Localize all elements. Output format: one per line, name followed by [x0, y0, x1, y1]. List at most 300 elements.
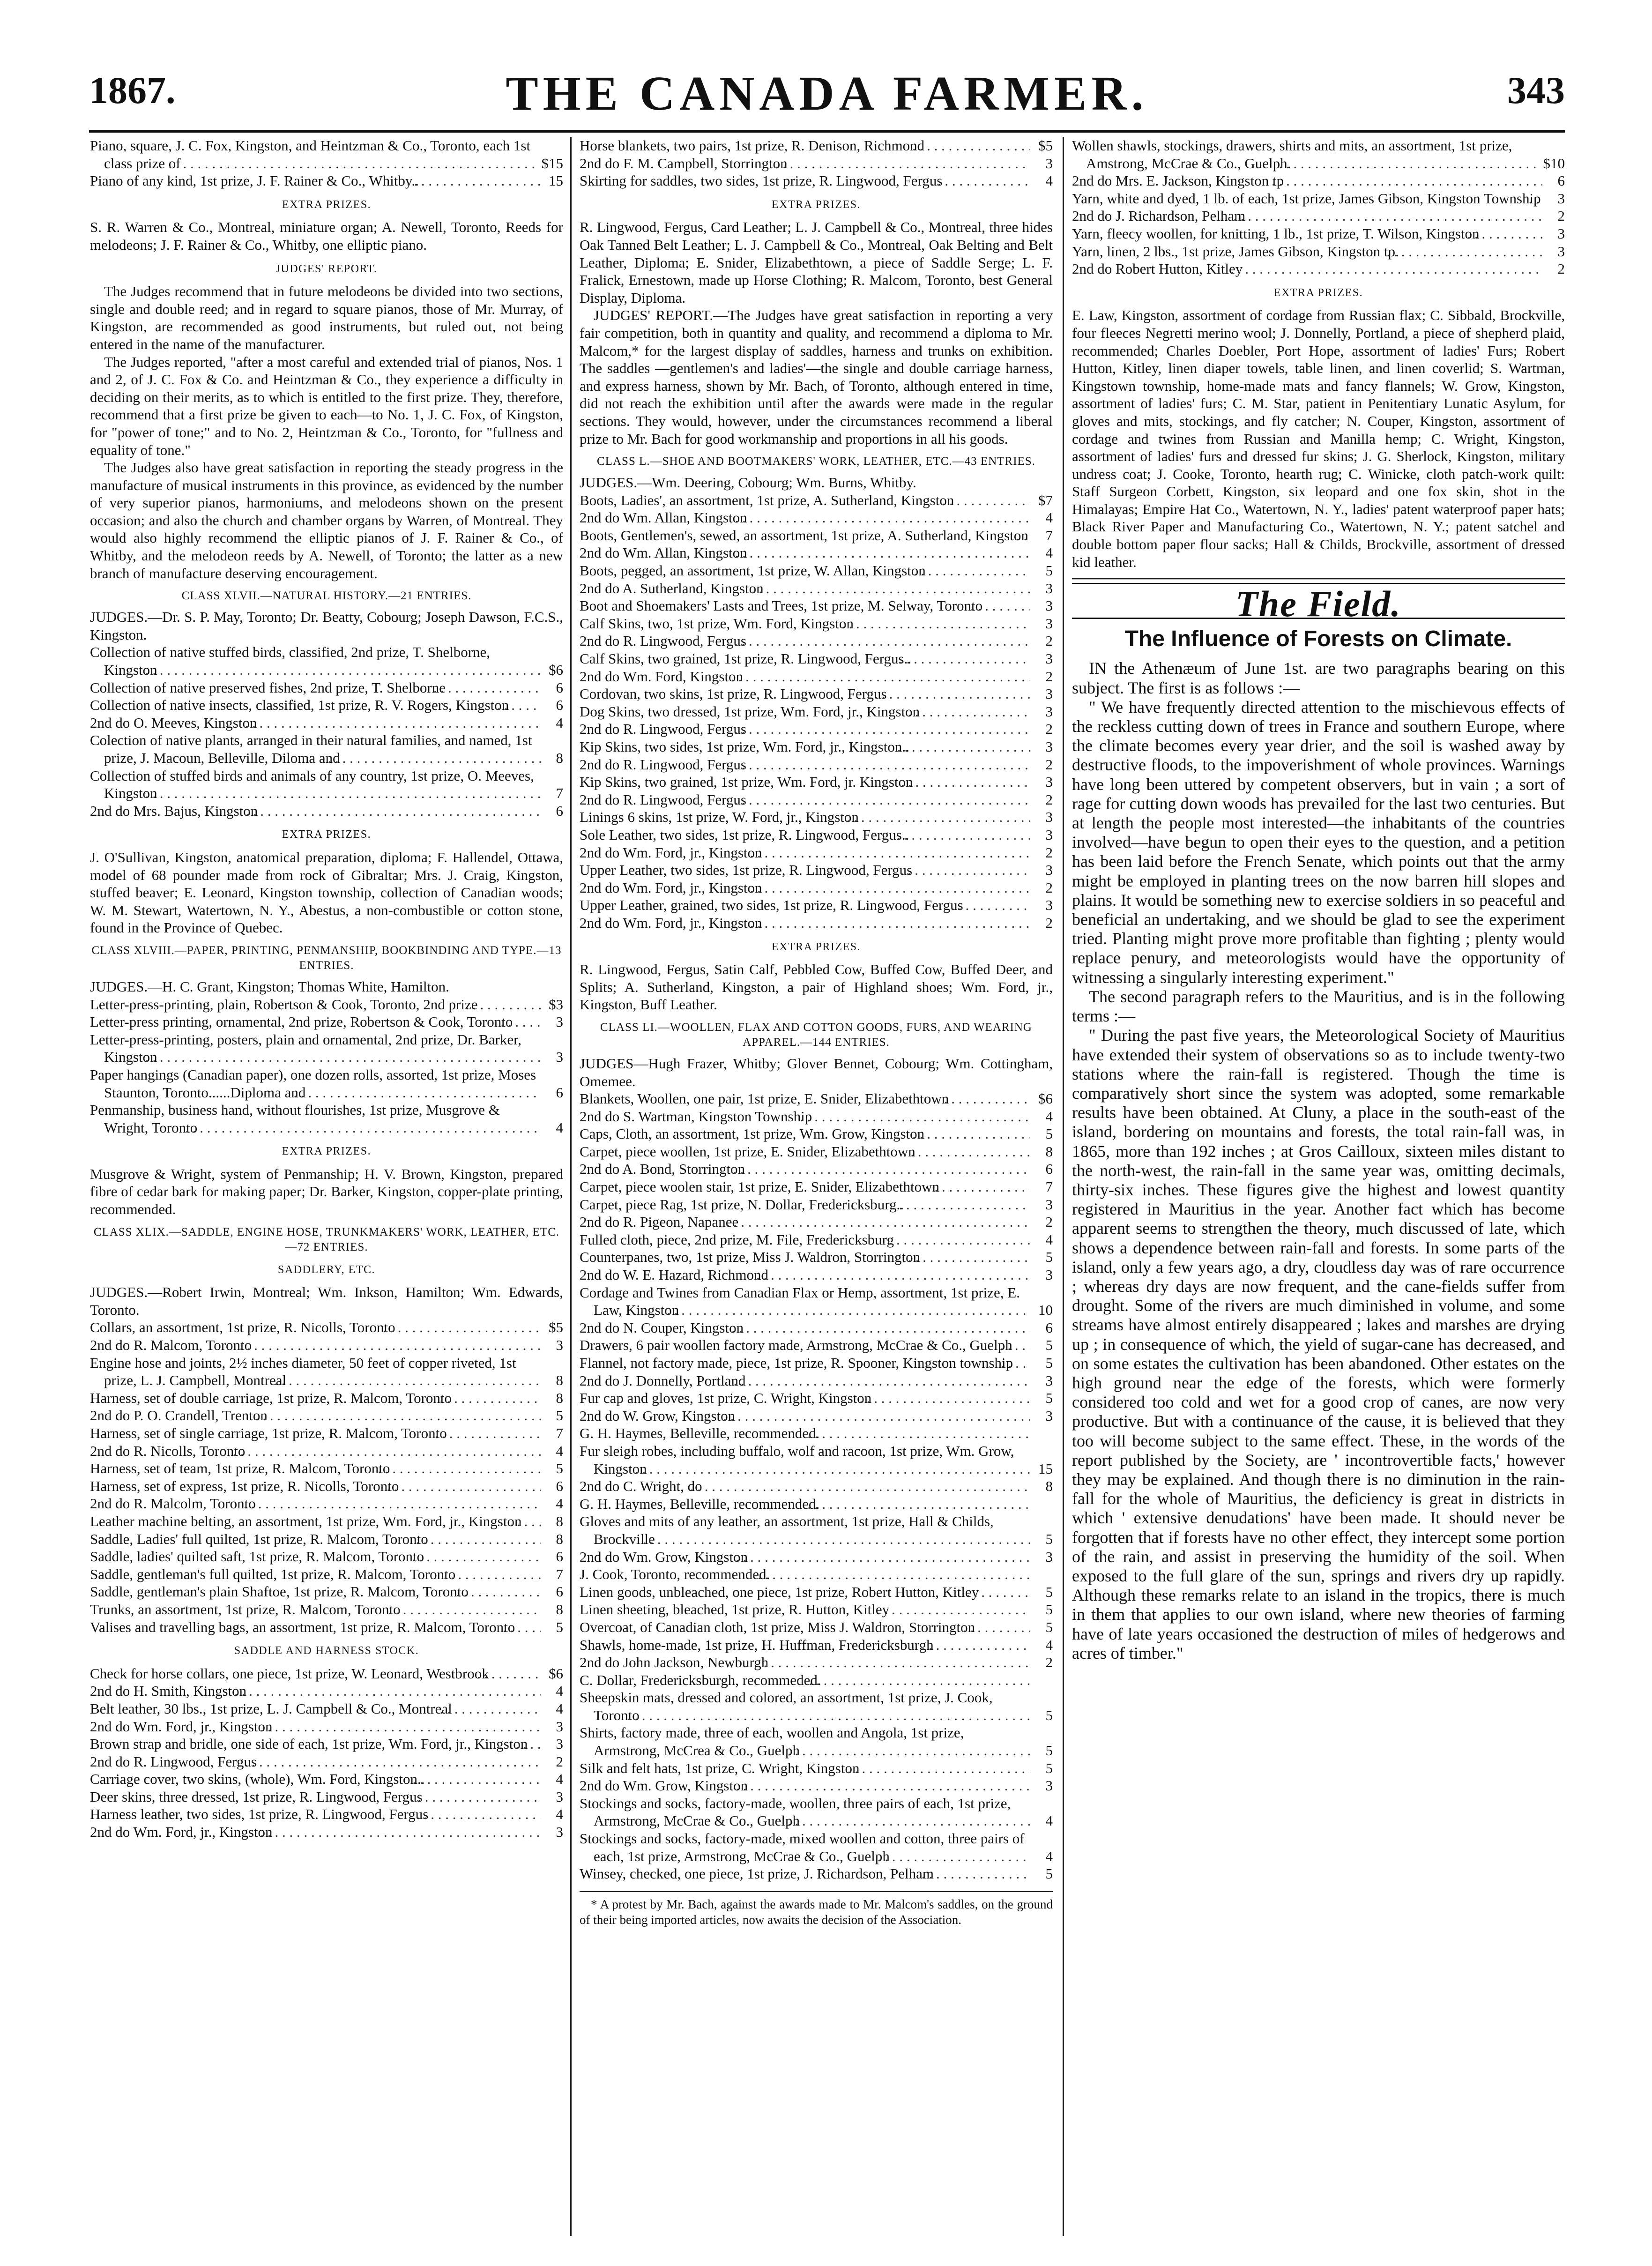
prize-entry-text: 2nd do Wm. Grow, Kingston . . .	[580, 1548, 1030, 1566]
prize-entry	[580, 1565, 1053, 1583]
prize-entry	[580, 597, 1053, 615]
prize-entry	[1072, 260, 1565, 278]
prize-amount: 2	[1045, 721, 1053, 738]
prize-entry	[90, 1319, 563, 1336]
prize-entry-text: 2nd do Wm. Allan, Kingston . . .	[580, 509, 1030, 527]
prize-entry	[580, 1495, 1053, 1513]
prize-entry	[90, 1336, 563, 1354]
prize-amount: 15	[549, 172, 563, 189]
prize-entry	[90, 1682, 563, 1700]
prize-entry	[580, 1319, 1053, 1337]
subheading: SADDLERY, ETC.	[278, 1263, 375, 1276]
prize-entry-text: Yarn, fleecy woollen, for knitting, 1 lb., 1st prize, T. Wilson, Kingston . . .	[1072, 225, 1542, 243]
prize-entry-text: Brown strap and bridle, one side of each, 1st prize, Wm. Ford, jr., Kingston . . .	[90, 1735, 541, 1753]
prize-amount: 2	[1045, 1214, 1053, 1230]
prize-entry	[580, 155, 1053, 172]
prize-entry-text: 2nd do J. Donnelly, Portland . . .	[580, 1372, 1030, 1390]
prize-entry	[580, 1689, 1053, 1724]
prize-entry-text: 2nd do Wm. Ford, jr., Kingston . . .	[580, 844, 1030, 862]
prize-entry-text: 2nd do C. Wright, do . . .	[580, 1477, 1030, 1495]
prize-entry-text: Collars, an assortment, 1st prize, R. Nicolls, Toronto . . .	[90, 1319, 541, 1336]
prize-entry	[90, 1101, 563, 1136]
prize-entry-text: G. H. Haymes, Belleville, recommended. . . .	[580, 1495, 1030, 1513]
prize-entry-text: Wollen shawls, stockings, drawers, shirts and mits, an assortment, 1st prize, Amstrong, McCrae & Co., Guelph. . . .	[1072, 137, 1540, 172]
prize-amount: 5	[556, 1618, 563, 1635]
paragraph: JUDGES.—Wm. Deering, Cobourg; Wm. Burns, Whitby.	[580, 474, 916, 491]
paragraph: J. O'Sullivan, Kingston, anatomical preparation, diploma; F. Hallendel, Ottawa, model of 68 pounder made from rock of Gibraltar; Mrs. J. Craig, Kingston, stuffed beaver; E. Leonard, Kingston township, collection of Canadian woods; W. M. Stewart, Watertown, N. Y., Abestus, a non-combustible or cotton stone, found in the Province of Quebec.	[90, 849, 563, 936]
prize-amount: 3	[1045, 615, 1053, 632]
prize-entry-text: Boots, Ladies', an assortment, 1st prize, A. Sutherland, Kingston . . .	[580, 492, 1030, 509]
prize-amount: 6	[556, 697, 563, 714]
prize-entry-text: Linen sheeting, bleached, 1st prize, R. Hutton, Kitley . . .	[580, 1601, 1030, 1618]
prize-amount: 2	[1045, 791, 1053, 808]
prize-entry-text: Engine hose and joints, 2½ inches diameter, 50 feet of copper riveted, 1st prize, L. J. Campbell, Montreal . . .	[90, 1354, 541, 1389]
prize-amount: 7	[556, 785, 563, 802]
prize-entry-text: C. Dollar, Fredericksburgh, recommeded. . . .	[580, 1671, 1030, 1689]
prize-entry	[90, 1788, 563, 1806]
prize-entry-text: Boots, Gentlemen's, sewed, an assortment, 1st prize, A. Sutherland, Kingston . . .	[580, 527, 1030, 544]
prize-entry-text: 2nd do H. Smith, Kingston . . .	[90, 1682, 541, 1700]
article-paragraph: IN the Athenæum of June 1st. are two paragraphs bearing on this subject. The first is as follows :—	[1072, 659, 1565, 697]
prize-entry	[90, 1442, 563, 1460]
prize-entry-text: Calf Skins, two grained, 1st prize, R. Lingwood, Fergus.. . . .	[580, 650, 1030, 668]
prize-entry	[90, 643, 563, 678]
prize-entry	[580, 1196, 1053, 1214]
prize-entry	[580, 1424, 1053, 1442]
prize-entry-text: 2nd do O. Meeves, Kingston . . .	[90, 714, 541, 732]
prize-amount: 3	[1045, 1372, 1053, 1389]
prize-entry	[580, 650, 1053, 668]
prize-entry-text: 2nd do R. Lingwood, Fergus . . .	[580, 720, 1030, 738]
prize-entry-text: Skirting for saddles, two sides, 1st prize, R. Lingwood, Fergus . . .	[580, 172, 1030, 190]
prize-amount: 5	[1045, 1337, 1053, 1354]
prize-entry-text: Fur cap and gloves, 1st prize, C. Wright, Kingston . . .	[580, 1389, 1030, 1407]
footnote: * A protest by Mr. Bach, against the awards made to Mr. Malcom's saddles, on the ground of their being imported articles, now awaits the decision of the Association.	[580, 1891, 1053, 1928]
prize-amount: $6	[549, 1665, 563, 1682]
subheading: EXTRA PRIZES.	[282, 1145, 372, 1158]
prize-entry-text: Piano of any kind, 1st prize, J. F. Rainer & Co., Whitby.. . . .	[90, 172, 541, 190]
prize-amount: 15	[1038, 1460, 1053, 1477]
prize-entry-text: Counterpanes, two, 1st prize, Miss J. Waldron, Storrington . . .	[580, 1248, 1030, 1266]
issue-year: 1867.	[89, 69, 176, 112]
prize-entry	[580, 826, 1053, 844]
prize-amount: 2	[1045, 1654, 1053, 1671]
prize-entry	[580, 756, 1053, 774]
newspaper-title: THE CANADA FARMER.	[506, 67, 1148, 120]
prize-entry-text: 2nd do N. Couper, Kingston . . .	[580, 1319, 1030, 1337]
prize-entry-text: Blankets, Woollen, one pair, 1st prize, E. Snider, Elizabethtown . . .	[580, 1090, 1030, 1108]
class-heading: CLASS L.—SHOE AND BOOTMAKERS' WORK, LEATHER, ETC.—43 ENTRIES.	[597, 455, 1035, 468]
prize-amount: 4	[1045, 1231, 1053, 1248]
prize-entry-text: Sheepskin mats, dressed and colored, an assortment, 1st prize, J. Cook, Toronto . . .	[580, 1689, 1030, 1724]
column-left	[90, 137, 563, 2236]
prize-entry	[580, 1601, 1053, 1618]
prize-entry-text: Paper hangings (Canadian paper), one dozen rolls, assorted, 1st prize, Moses Staunton, Toronto......Diploma and . . .	[90, 1066, 541, 1101]
prize-amount: 6	[556, 1084, 563, 1101]
prize-entry	[580, 738, 1053, 756]
prize-entry	[90, 172, 563, 190]
prize-entry-text: Carpet, piece Rag, 1st prize, N. Dollar, Fredericksburg.. . . .	[580, 1196, 1030, 1214]
prize-entry-text: Saddle, Ladies' full quilted, 1st prize, R. Malcom, Toronto . . .	[90, 1530, 541, 1548]
prize-entry-text: Letter-press-printing, plain, Robertson & Cook, Toronto, 2nd prize . . .	[90, 996, 541, 1014]
prize-entry	[580, 1636, 1053, 1654]
prize-amount: 7	[556, 1565, 563, 1582]
prize-entry-text: Gloves and mits of any leather, an assortment, 1st prize, Hall & Childs, Brockville . . .	[580, 1513, 1030, 1548]
prize-amount: 7	[1045, 1178, 1053, 1195]
prize-entry-text: Carpet, piece woolen stair, 1st prize, E. Snider, Elizabethtown . . .	[580, 1178, 1030, 1196]
prize-amount: 3	[1045, 774, 1053, 790]
prize-entry	[580, 527, 1053, 544]
prize-amount: 5	[1045, 1707, 1053, 1723]
prize-entry-text: 2nd do J. Richardson, Pelham . . .	[1072, 207, 1542, 225]
prize-amount: 2	[1045, 844, 1053, 861]
subheading: EXTRA PRIZES.	[1273, 286, 1363, 299]
prize-entry-text: Collection of native preserved fishes, 2nd prize, T. Shelborne . . .	[90, 679, 541, 697]
prize-entry	[580, 615, 1053, 633]
prize-amount: 3	[556, 1337, 563, 1354]
subheading: JUDGES' REPORT.	[275, 262, 378, 275]
prize-entry-text: Kip Skins, two grained, 1st prize, Wm. Ford, jr. Kingston . . .	[580, 773, 1030, 791]
prize-amount: 6	[556, 679, 563, 696]
class-heading: CLASS XLVIII.—PAPER, PRINTING, PENMANSHIP, BOOKBINDING AND TYPE.—13 ENTRIES.	[91, 944, 562, 972]
prize-amount: 3	[1045, 1267, 1053, 1283]
prize-amount: 3	[556, 1049, 563, 1066]
prize-entry-text: Drawers, 6 pair woollen factory made, Armstrong, McCrae & Co., Guelph . . .	[580, 1336, 1030, 1354]
prize-entry	[580, 1213, 1053, 1231]
prize-entry-text: Collection of native insects, classified, 1st prize, R. V. Rogers, Kingston . . .	[90, 696, 541, 714]
prize-amount: 4	[1045, 1108, 1053, 1125]
prize-amount: 4	[556, 1806, 563, 1823]
prize-amount: 7	[556, 1425, 563, 1441]
prize-entry	[580, 1354, 1053, 1372]
prize-entry-text: Collection of stuffed birds and animals of any country, 1st prize, O. Meeves, Kingston . . .	[90, 767, 541, 802]
prize-entry	[90, 1665, 563, 1683]
prize-entry-text: Belt leather, 30 lbs., 1st prize, L. J. Campbell & Co., Montreal . . .	[90, 1700, 541, 1718]
prize-amount: $10	[1543, 155, 1565, 171]
prize-entry-text: Colection of native plants, arranged in their natural families, and named, 1st prize, J. Macoun, Belleville, Diloma and . . .	[90, 731, 541, 767]
prize-entry-text: J. Cook, Toronto, recommended. . . .	[580, 1565, 1030, 1583]
prize-entry-text: Linen goods, unbleached, one piece, 1st prize, Robert Hutton, Kitley . . .	[580, 1583, 1030, 1601]
extra-prizes-block	[1072, 137, 1565, 571]
prize-amount: 2	[1045, 668, 1053, 685]
column-right	[1072, 137, 1565, 2236]
prize-entry-text: Collection of native stuffed birds, classified, 2nd prize, T. Shelborne, Kingston . . .	[90, 643, 541, 678]
prize-amount: 2	[1045, 756, 1053, 773]
prize-entry	[90, 1601, 563, 1618]
prize-amount: 8	[556, 1601, 563, 1618]
prize-amount: 5	[1045, 1390, 1053, 1407]
prize-entry-text: 2nd do R. Lingwood, Fergus . . .	[90, 1753, 541, 1771]
prize-entry-text: 2nd do A. Sutherland, Kingston . . .	[580, 580, 1030, 597]
prize-amount: 4	[556, 1771, 563, 1788]
prize-entry	[90, 802, 563, 820]
prize-amount: 3	[1045, 597, 1053, 614]
prize-amount: 4	[1045, 1636, 1053, 1653]
prize-entry	[90, 1513, 563, 1530]
prize-entry	[1072, 207, 1565, 225]
prize-amount: $5	[1038, 137, 1053, 154]
article-paragraph: " We have frequently directed attention to the mischievous effects of the reckless cutting down of trees in France and southern Europe, where the climate becomes every year drier, and the soil is washed away by destructive floods, to the impoverishment of whole provinces. Warnings have long been uttered by competent observers, but in vain ; a sort of rage for cutting down woods has prevailed for the last two centuries. But at length the people most interested—the inhabitants of the countries involved—have begun to open their eyes to the question, and a petition has been laid before the French Senate, which points out that the army might be employed in planting trees on the now barren hill slopes and plains. It would be something new to exercise soldiers in so peaceful and beneficial an undertaking, and we should be glad to see the experiment tried. Planting might prove more profitable than fighting ; plenty would replace penury, and meteorologists would have the opportunity of witnessing a singularly interesting experiment."	[1072, 697, 1565, 987]
prize-amount: 8	[556, 1372, 563, 1389]
prize-entry-text: Yarn, white and dyed, 1 lb. of each, 1st prize, James Gibson, Kingston Township . . .	[1072, 190, 1542, 208]
prize-entry-text: 2nd do W. Grow, Kingston . . .	[580, 1407, 1030, 1425]
prize-entry-text: Boots, pegged, an assortment, 1st prize, W. Allan, Kingston . . .	[580, 562, 1030, 580]
prize-entry-text: Letter-press printing, ornamental, 2nd prize, Robertson & Cook, Toronto . . .	[90, 1013, 541, 1031]
prize-entry	[580, 1865, 1053, 1883]
prize-amount: 5	[1045, 1742, 1053, 1759]
prize-entry-text: Saddle, ladies' quilted saft, 1st prize, R. Malcom, Toronto . . .	[90, 1548, 541, 1565]
prize-entry-text: 2nd do Mrs. Bajus, Kingston . . .	[90, 802, 541, 820]
prize-entry-text: Deer skins, three dressed, 1st prize, R. Lingwood, Fergus . . .	[90, 1788, 541, 1806]
prize-entry	[90, 1407, 563, 1424]
prize-entry	[580, 808, 1053, 826]
prize-entry-text: Harness, set of express, 1st prize, R. Nicolls, Toronto . . .	[90, 1477, 541, 1495]
prize-amount: 8	[556, 750, 563, 766]
prize-entry	[580, 1407, 1053, 1425]
prize-amount: 8	[1045, 1143, 1053, 1160]
prize-entry	[90, 1477, 563, 1495]
prize-entry	[1072, 137, 1565, 172]
prize-entry-text: Linings 6 skins, 1st prize, W. Ford, jr., Kingston . . .	[580, 808, 1030, 826]
article-paragraph: The second paragraph refers to the Mauritius, and is in the following terms :—	[1072, 987, 1565, 1026]
prize-amount: 5	[556, 1460, 563, 1477]
prize-amount: 4	[556, 1119, 563, 1136]
prize-amount: 5	[1045, 1865, 1053, 1882]
prize-entry-text: 2nd do Wm. Ford, jr., Kingston . . .	[90, 1823, 541, 1841]
prize-amount: 7	[1045, 527, 1053, 544]
prize-entry-text: Harness, set of team, 1st prize, R. Malcom, Toronto . . .	[90, 1460, 541, 1477]
prize-entry-text: 2nd do S. Wartman, Kingston Township . . .	[580, 1108, 1030, 1126]
prize-entry	[580, 1125, 1053, 1143]
prize-amount: $5	[549, 1319, 563, 1336]
prize-amount: 3	[1045, 580, 1053, 596]
prize-amount: 5	[1045, 1355, 1053, 1371]
prize-entry	[90, 1495, 563, 1513]
header-rule	[89, 130, 1565, 133]
prize-entry-text: Stockings and socks, factory-made, woollen, three pairs of each, 1st prize, Armstrong, McCrae & Co., Guelph . . .	[580, 1795, 1030, 1830]
prize-entry-text: Letter-press-printing, posters, plain and ornamental, 2nd prize, Dr. Barker, Kingston . . .	[90, 1031, 541, 1066]
prize-amount: 6	[1045, 1161, 1053, 1178]
prize-entry-text: 2nd do Wm. Ford, jr., Kingston . . .	[580, 879, 1030, 897]
prize-amount: 8	[1045, 1478, 1053, 1495]
prize-entry	[90, 1031, 563, 1066]
prize-amount: $3	[549, 996, 563, 1013]
prize-amount: 5	[1045, 562, 1053, 579]
prize-entry-text: Silk and felt hats, 1st prize, C. Wright, Kingston . . .	[580, 1759, 1030, 1777]
column-divider	[570, 137, 572, 2236]
prize-entry-text: Horse blankets, two pairs, 1st prize, R. Denison, Richmond . . .	[580, 137, 1030, 155]
class-heading: CLASS XLIX.—SADDLE, ENGINE HOSE, TRUNKMAKERS' WORK, LEATHER, ETC.—72 ENTRIES.	[93, 1225, 560, 1253]
prize-entry-text: Dog Skins, two dressed, 1st prize, Wm. Ford, jr., Kingston . . .	[580, 703, 1030, 721]
prize-amount: 3	[1045, 738, 1053, 755]
prize-entry	[580, 1090, 1053, 1108]
prize-amount: 4	[1045, 509, 1053, 526]
prize-amount: 3	[1045, 1196, 1053, 1213]
prize-entry-text: Shawls, home-made, 1st prize, H. Huffman, Fredericksburgh . . .	[580, 1636, 1030, 1654]
prize-amount: 6	[556, 802, 563, 819]
prize-amount: 6	[1557, 172, 1565, 189]
paragraph: JUDGES.—Robert Irwin, Montreal; Wm. Inkson, Hamilton; Wm. Edwards, Toronto.	[90, 1284, 563, 1318]
paragraph: JUDGES—Hugh Frazer, Whitby; Glover Bennet, Cobourg; Wm. Cottingham, Omemee.	[580, 1055, 1053, 1089]
prize-amount: 3	[556, 1014, 563, 1030]
paragraph: R. Lingwood, Fergus, Card Leather; L. J. Campbell & Co., Montreal, three hides Oak Tanned Belt Leather; L. J. Campbell & Co., Montreal, Oak Belting and Belt Leather, Diploma; E. Snider, Elizabethtown, a piece of Saddle Serge; L. F. Fralick, Ernestown, made up Horse Clothing; R. Malcom, Toronto, best General Display, Diploma.	[580, 219, 1053, 306]
prize-entry	[90, 1718, 563, 1736]
prize-entry	[90, 1530, 563, 1548]
prize-entry-text: 2nd do Robert Hutton, Kitley . . .	[1072, 260, 1542, 278]
prize-entry	[580, 1143, 1053, 1161]
prize-amount: 5	[556, 1407, 563, 1424]
prize-amount: 4	[556, 1700, 563, 1717]
prize-amount: 3	[556, 1788, 563, 1805]
prize-entry	[90, 731, 563, 767]
prize-entry	[580, 1777, 1053, 1795]
prize-entry	[90, 1700, 563, 1718]
prize-entry-text: 2nd do P. O. Crandell, Trenton . . .	[90, 1407, 541, 1424]
prize-entry	[90, 996, 563, 1014]
prize-entry	[1072, 225, 1565, 243]
paragraph: E. Law, Kingston, assortment of cordage from Russian flax; C. Sibbald, Brockville, four fleeces Negretti merino wool; J. Donnelly, Portland, a piece of shepherd plaid, recommended; Charles Doebler, Port Hope, assortment of ladies' Furs; Robert Hutton, Kitley, linen diaper towels, table linen, and linen coverlid; S. Wartman, Kingstown township, home-made mats and fancy flannels; W. Grow, Kingston, assortment of ladies' furs; C. M. Star, patient in Penitentiary Lunatic Asylum, for gloves and mits, stockings, and fly catcher; N. Couper, Kingston, assortment of cordage and twines from Russian and Manilla hemp; C. Wright, Kingston, assortment of ladies' furs and dressed fur skins; J. G. Sherlock, Kingston, military undress coat; J. Cooke, Toronto, hearth rug; C. Winicke, cloth patch-work quilt: Staff Surgeon Corbett, Kingston, six leopard and one fox skin, shot in the Himalayas; Empire Hat Co., Watertown, N. Y., ladies' patent waterproof paper hats; Black River Paper and Manufacturing Co., Watertown, N. Y.; patent satchel and double bottom paper flour sacks; Hall & Childs, Brockville, assortment of dressed kid leather.	[1072, 307, 1565, 570]
masthead	[89, 66, 1565, 122]
prize-entry	[580, 632, 1053, 650]
prize-amount: 8	[556, 1389, 563, 1406]
prize-entry-text: 2nd do Wm. Ford, jr., Kingston . . .	[90, 1718, 541, 1736]
subheading: EXTRA PRIZES.	[771, 198, 861, 211]
prize-entry-text: Flannel, not factory made, piece, 1st prize, R. Spooner, Kingston township . . .	[580, 1354, 1030, 1372]
prize-amount: 3	[556, 1824, 563, 1841]
prize-entry	[580, 1795, 1053, 1830]
prize-entry	[580, 1336, 1053, 1354]
prize-entry	[580, 1372, 1053, 1390]
prize-entry-text: 2nd do W. E. Hazard, Richmond . . .	[580, 1266, 1030, 1284]
prize-entry	[90, 1583, 563, 1601]
prize-amount: 3	[1045, 809, 1053, 826]
prize-entry	[90, 1354, 563, 1389]
prize-entry	[580, 1248, 1053, 1266]
prize-amount: 3	[1557, 243, 1565, 260]
prize-amount: 3	[1045, 862, 1053, 879]
prize-amount: 4	[556, 1683, 563, 1700]
prize-entry	[580, 137, 1053, 155]
prize-amount: 5	[1045, 1618, 1053, 1635]
prize-entry-text: Piano, square, J. C. Fox, Kingston, and Heintzman & Co., Toronto, each 1st class prize of . . .	[90, 137, 538, 172]
prize-amount: 3	[1045, 650, 1053, 667]
prize-entry	[580, 1513, 1053, 1548]
prize-amount: 4	[1045, 172, 1053, 189]
prize-entry	[1072, 190, 1565, 208]
prize-entry	[580, 773, 1053, 791]
paragraph: The Judges recommend that in future melodeons be divided into two sections, single and double reed; and in regard to square pianos, those of Mr. Murray, of Kingston, are recommended as good instruments, but ruled out, not being entered in the name of the manufacturer.	[90, 283, 563, 352]
prize-amount: 2	[1045, 914, 1053, 931]
prize-amount: 3	[1557, 190, 1565, 207]
prize-amount: 2	[1557, 208, 1565, 224]
prize-amount: 3	[1045, 826, 1053, 843]
prize-entry	[580, 492, 1053, 509]
prize-entry	[580, 791, 1053, 809]
prize-entry-text: Kip Skins, two sides, 1st prize, Wm. Ford, jr., Kingston.. . . .	[580, 738, 1030, 756]
prize-entry	[580, 1654, 1053, 1671]
prize-entry	[1072, 172, 1565, 190]
prize-entry	[580, 879, 1053, 897]
subheading: EXTRA PRIZES.	[282, 198, 372, 211]
prize-entry-text: Cordovan, two skins, 1st prize, R. Lingwood, Fergus . . .	[580, 685, 1030, 703]
column-middle	[580, 137, 1053, 2236]
page-number: 343	[1507, 69, 1565, 112]
article-paragraph: " During the past five years, the Meteorological Society of Mauritius have extended their system of observations so as to include twenty-two stations where the rain-fall is registered. Though the time is comparatively short since the system was adopted, some remarkable results have been obtained. At Cluny, a place in the south-east of the island, bordering on mountains and forests, the total rain-fall was, in 1865, more than 192 inches ; at Gros Cailloux, sixteen miles distant to the north-west, the rain-fall in the same year was, omitting decimals, thirty-six inches. These figures give the highest and lowest quantity registered in Mauritius in the year. Another fact which has become apparent seems to strengthen the theory, much discussed of late, which shows a dependence between rain-fall and forests. In some parts of the island, only a few years ago, a dry, cloudless day was of rare occurrence ; whereas dry days are now frequent, and the cane-fields suffer from drought. Some of the rivers are much diminished in volume, and some streams have almost entirely disappeared ; lakes and marshes are drying up ; in consequence of which, the yield of sugar-cane has decreased, and on some estates the cultivation has been abandoned. Other estates on the high ground near the edge of the forests, which were formerly considered too cold and wet for a good crop of canes, are now very productive. But with a continuance of the cause, it is believed that they too will become subject to the same effect. These, in the words of the report published by the Society, are ' incontrovertible facts,' however they may be explained. And though there is no diminution in the rain-fall for the whole of Mauritius, the deficiency is great in districts in which ' extensive denudations' have been made. It should never be forgotten that if forests have no other effect, they intercept some portion of the rain, and assist in preserving the humidity of the soil. When exposed to the full glare of the sun, springs and rivers dry up rapidly. Although these remarks relate to an island in the tropics, there is much in them that applies to our own island, where new theories of farming have of late years occasioned the destruction of miles of hedgerows and acres of timber."	[1072, 1026, 1565, 1662]
prize-amount: 3	[556, 1736, 563, 1752]
prize-entry-text: 2nd do R. Nicolls, Toronto . . .	[90, 1442, 541, 1460]
prize-entry	[580, 1266, 1053, 1284]
prize-entry-text: Leather machine belting, an assortment, 1st prize, Wm. Ford, jr., Kingston . . .	[90, 1513, 541, 1530]
prize-entry	[580, 668, 1053, 686]
article-title: The Influence of Forests on Climate.	[1124, 626, 1512, 651]
prize-entry-text: Penmanship, business hand, without flourishes, 1st prize, Musgrove & Wright, Toronto . . .	[90, 1101, 541, 1136]
prize-entry-text: G. H. Haymes, Belleville, recommended. . . .	[580, 1424, 1030, 1442]
prize-amount: 5	[1045, 1601, 1053, 1618]
prize-entry-text: 2nd do R. Lingwood, Fergus . . .	[580, 756, 1030, 774]
prize-entry	[580, 1548, 1053, 1566]
prize-amount: $6	[1038, 1090, 1053, 1107]
prize-entry	[580, 172, 1053, 190]
prize-entry-text: Harness leather, two sides, 1st prize, R. Lingwood, Fergus . . .	[90, 1805, 541, 1823]
prize-entry	[90, 1424, 563, 1442]
prize-entry-text: 2nd do A. Bond, Storrington . . .	[580, 1160, 1030, 1178]
prize-entry-text: Yarn, linen, 2 lbs., 1st prize, James Gibson, Kingston tp. . . .	[1072, 243, 1542, 261]
prize-entry	[580, 1724, 1053, 1759]
prize-entry-text: Winsey, checked, one piece, 1st prize, J. Richardson, Pelham . . .	[580, 1865, 1030, 1883]
prize-amount: 4	[556, 1495, 563, 1512]
subheading: EXTRA PRIZES.	[771, 940, 861, 953]
prize-entry-text: Carriage cover, two skins, (whole), Wm. Ford, Kingston.. . . .	[90, 1770, 541, 1788]
prize-amount: 2	[1045, 633, 1053, 649]
paragraph: R. Lingwood, Fergus, Satin Calf, Pebbled Cow, Buffed Cow, Buffed Deer, and Splits; A. Sutherland, Kingston, a pair of Highland shoes; Wm. Ford, jr., Kingston, Buff Leather.	[580, 961, 1053, 1013]
paragraph: Musgrove & Wright, system of Penmanship; H. V. Brown, Kingston, prepared fibre of cedar bark for making paper; Dr. Barker, Kingston, copper-plate printing, recommended.	[90, 1165, 563, 1218]
prize-amount: 3	[1045, 897, 1053, 914]
prize-entry	[90, 714, 563, 732]
prize-entry	[90, 1013, 563, 1031]
prize-amount: $7	[1038, 492, 1053, 508]
prize-entry-text: 2nd do R. Lingwood, Fergus . . .	[580, 791, 1030, 809]
prize-entry-text: 2nd do R. Pigeon, Napanee . . .	[580, 1213, 1030, 1231]
prize-amount: 5	[1045, 1126, 1053, 1142]
prize-entry-text: Saddle, gentleman's plain Shaftoe, 1st prize, R. Malcom, Toronto . . .	[90, 1583, 541, 1601]
prize-entry-text: 2nd do John Jackson, Newburgh . . .	[580, 1654, 1030, 1671]
prize-entry-text: Fur sleigh robes, including buffalo, wolf and racoon, 1st prize, Wm. Grow, Kingston . . .	[580, 1442, 1030, 1477]
prize-entry	[580, 1830, 1053, 1865]
prize-amount: 4	[1045, 544, 1053, 561]
prize-amount: 6	[556, 1477, 563, 1494]
prize-entry	[90, 137, 563, 172]
prize-amount: 3	[1045, 1407, 1053, 1424]
section-heading-the-field: The Field.	[1235, 583, 1401, 625]
prize-amount: 6	[1045, 1319, 1053, 1336]
prize-entry-text: Harness, set of single carriage, 1st prize, R. Malcom, Toronto . . .	[90, 1424, 541, 1442]
column-divider	[1063, 137, 1064, 2236]
prize-entry	[580, 580, 1053, 597]
prize-entry	[580, 1583, 1053, 1601]
paragraph: JUDGES.—Dr. S. P. May, Toronto; Dr. Beatty, Cobourg; Joseph Dawson, F.C.S., Kingston.	[90, 609, 563, 643]
prize-amount: 5	[1045, 1249, 1053, 1266]
prize-amount: $15	[541, 155, 563, 171]
prize-amount: 5	[1045, 1583, 1053, 1600]
prize-amount: 2	[1045, 879, 1053, 896]
paragraph: JUDGES.—H. C. Grant, Kingston; Thomas White, Hamilton.	[90, 978, 449, 995]
prize-entry	[580, 1442, 1053, 1477]
prize-entry-text: Harness, set of double carriage, 1st prize, R. Malcom, Toronto . . .	[90, 1389, 541, 1407]
prize-entry	[580, 896, 1053, 914]
prize-entry-text: 2nd do Wm. Ford, Kingston . . .	[580, 668, 1030, 686]
prize-entry-text: Saddle, gentleman's full quilted, 1st prize, R. Malcom, Toronto . . .	[90, 1565, 541, 1583]
prize-entry	[90, 1823, 563, 1841]
